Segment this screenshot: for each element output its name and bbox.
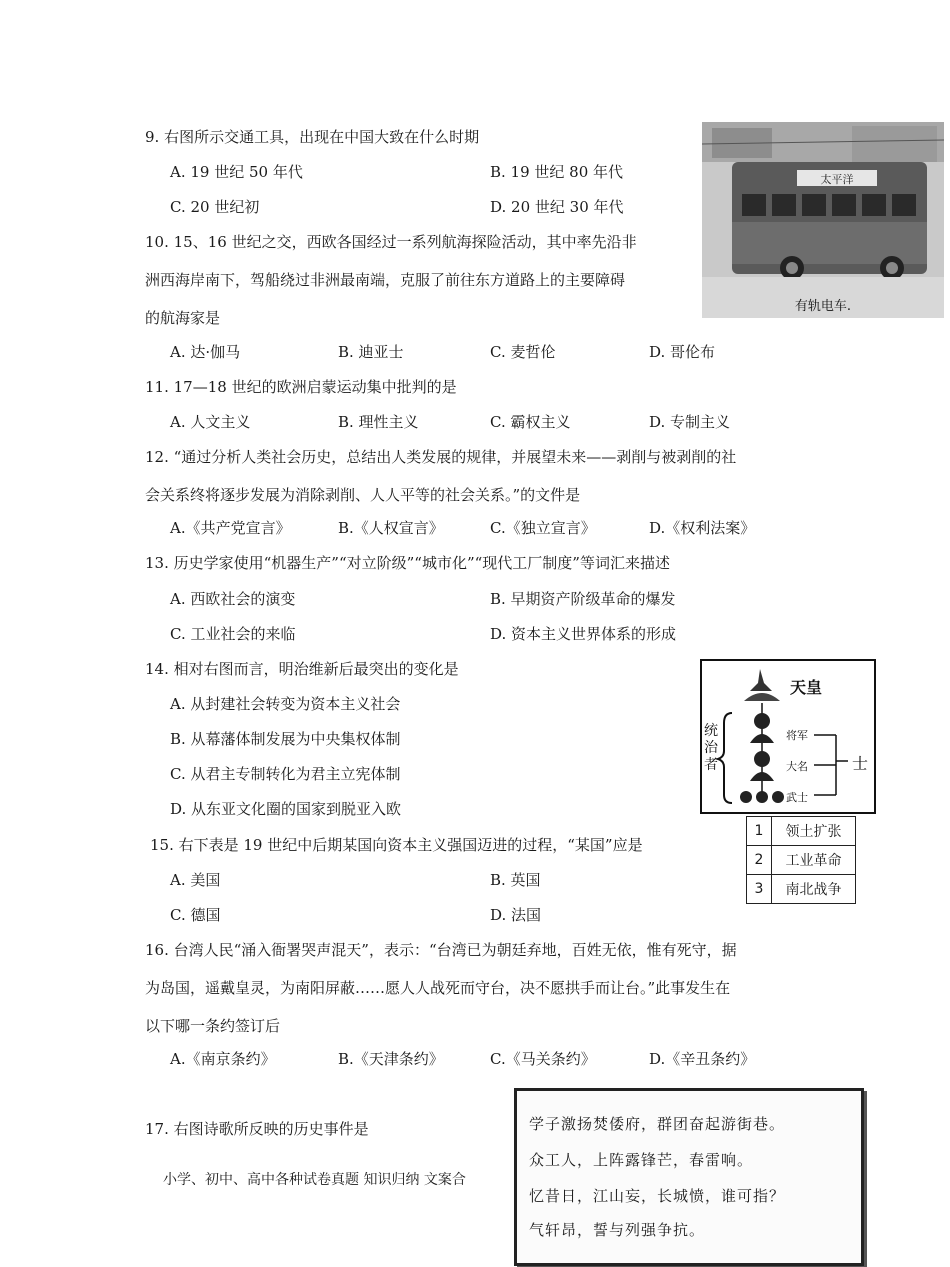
q9-option-c: C. 20 世纪初 — [170, 198, 260, 216]
diagram-samurai: 武士 — [786, 791, 808, 804]
shogunate-hierarchy-diagram — [700, 659, 876, 814]
q16-option-d: D.《辛丑条约》 — [649, 1050, 756, 1068]
q10-option-d: D. 哥伦布 — [649, 343, 716, 361]
stage-number: 3 — [747, 875, 772, 904]
q12-stem-line-2: 会关系终将逐步发展为消除剥削、人人平等的社会关系。”的文件是 — [145, 486, 581, 504]
tram-illustration — [702, 122, 944, 318]
q10-option-c: C. 麦哲伦 — [490, 343, 556, 361]
q14-option-a: A. 从封建社会转变为资本主义社会 — [170, 695, 401, 713]
diagram-shogun: 将军 — [786, 729, 808, 742]
q13-option-a: A. 西欧社会的演变 — [170, 590, 296, 608]
q10-stem-line-2: 洲西海岸南下，驾船绕过非洲最南端，克服了前往东方道路上的主要障碍 — [145, 271, 626, 289]
q15-option-d: D. 法国 — [490, 906, 542, 924]
stage-number: 1 — [747, 817, 772, 846]
poem-line-4: 气轩昂，誓与列强争抗。 — [529, 1221, 706, 1239]
q11-option-c: C. 霸权主义 — [490, 413, 571, 431]
poem-box — [514, 1088, 864, 1266]
q11-option-b: B. 理性主义 — [338, 413, 419, 431]
q9-option-a: A. 19 世纪 50 年代 — [170, 163, 303, 181]
table-row — [747, 846, 856, 875]
stage-text: 南北战争 — [772, 875, 856, 904]
q11-option-d: D. 专制主义 — [649, 413, 731, 431]
q13-option-b: B. 早期资产阶级革命的爆发 — [490, 590, 676, 608]
q10-option-a: A. 达·伽马 — [170, 343, 241, 361]
q16-stem-line-2: 为岛国，遥戴皇灵，为南阳屏蔽……愿人人战死而守台，决不愿拱手而让台。”此事发生在 — [145, 979, 731, 997]
q10-stem-line-1: 10. 15、16 世纪之交，西欧各国经过一系列航海探险活动，其中率先沿非 — [145, 233, 637, 251]
q14-stem: 14. 相对右图而言，明治维新后最突出的变化是 — [145, 660, 459, 678]
footer-note: 小学、初中、高中各种试卷真题 知识归纳 文案合 — [163, 1172, 466, 1188]
poem-line-3: 忆昔日，江山妄，长城愤，谁可指？ — [529, 1187, 786, 1205]
q9-stem: 9. 右图所示交通工具，出现在中国大致在什么时期 — [145, 128, 480, 146]
q14-option-c: C. 从君主专制转化为君主立宪体制 — [170, 765, 401, 783]
q14-option-b: B. 从幕藩体制发展为中央集权体制 — [170, 730, 401, 748]
q12-option-a: A.《共产党宣言》 — [170, 519, 291, 537]
q16-option-a: A.《南京条约》 — [170, 1050, 276, 1068]
diagram-daimyo: 大名 — [786, 760, 808, 773]
q10-stem-line-3: 的航海家是 — [145, 309, 221, 327]
q12-stem-line-1: 12. “通过分析人类社会历史，总结出人类发展的规律，并展望未来——剥削与被剥削的社 — [145, 448, 737, 466]
poem-line-1: 学子激扬焚倭府，群团奋起游街巷。 — [529, 1115, 786, 1133]
stages-table — [746, 816, 856, 904]
q14-option-d: D. 从东亚文化圈的国家到脱亚入欧 — [170, 800, 402, 818]
tram-photo — [702, 122, 944, 318]
stage-number: 2 — [747, 846, 772, 875]
poem-line-2: 众工人，上阵露锋芒，春雷响。 — [529, 1151, 754, 1169]
q12-option-b: B.《人权宣言》 — [338, 519, 444, 537]
q11-stem: 11. 17—18 世纪的欧洲启蒙运动集中批判的是 — [145, 378, 457, 396]
stage-text: 工业革命 — [772, 846, 856, 875]
q15-option-b: B. 英国 — [490, 871, 541, 889]
diagram-shi: 士 — [852, 754, 869, 773]
q16-stem-line-1: 16. 台湾人民“涌入衙署哭声混天”，表示：“台湾已为朝廷弃地，百姓无依，惟有死守，据 — [145, 941, 737, 959]
diagram-rulers: 统治者 — [704, 723, 718, 773]
q15-option-c: C. 德国 — [170, 906, 221, 924]
stage-text: 领土扩张 — [772, 817, 856, 846]
tram-sign: 太平洋 — [820, 173, 854, 186]
q10-option-b: B. 迪亚士 — [338, 343, 404, 361]
q17-stem: 17. 右图诗歌所反映的历史事件是 — [145, 1120, 369, 1138]
photo-caption: 有轨电车. — [794, 299, 852, 314]
q15-stem: 15. 右下表是 19 世纪中后期某国向资本主义强国迈进的过程，“某国”应是 — [150, 836, 643, 854]
q16-option-c: C.《马关条约》 — [490, 1050, 596, 1068]
q15-option-a: A. 美国 — [170, 871, 221, 889]
q13-stem: 13. 历史学家使用“机器生产”“对立阶级”“城市化”“现代工厂制度”等词汇来描述 — [145, 554, 670, 572]
q9-option-d: D. 20 世纪 30 年代 — [490, 198, 624, 216]
q12-option-d: D.《权利法案》 — [649, 519, 756, 537]
q13-option-c: C. 工业社会的来临 — [170, 625, 296, 643]
q9-option-b: B. 19 世纪 80 年代 — [490, 163, 624, 181]
table-row — [747, 817, 856, 846]
q13-option-d: D. 资本主义世界体系的形成 — [490, 625, 677, 643]
diagram-emperor: 天皇 — [790, 678, 823, 697]
q12-option-c: C.《独立宣言》 — [490, 519, 596, 537]
q16-option-b: B.《天津条约》 — [338, 1050, 444, 1068]
q11-option-a: A. 人文主义 — [170, 413, 251, 431]
table-row — [747, 875, 856, 904]
q16-stem-line-3: 以下哪一条约签订后 — [145, 1017, 281, 1035]
